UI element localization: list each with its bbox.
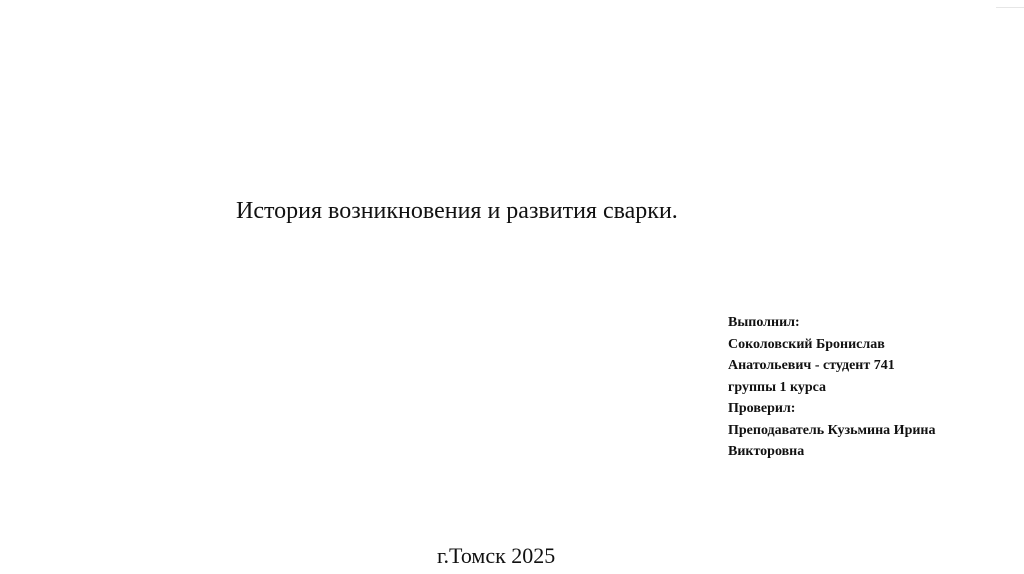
city-year: г.Томск 2025 xyxy=(437,543,556,568)
slide-title: История возникновения и развития сварки. xyxy=(236,198,678,224)
student-group-line: группы 1 курса xyxy=(728,379,827,395)
student-name-line-1: Соколовский Бронислав xyxy=(728,336,885,352)
performed-label: Выполнил: xyxy=(728,315,800,330)
teacher-name-line-2: Викторовна xyxy=(728,444,805,459)
student-name-line-2: Анатольевич - студент 741 xyxy=(728,358,895,373)
corner-divider xyxy=(996,7,1024,8)
checked-label: Проверил: xyxy=(728,401,796,416)
cut-off-header-text xyxy=(385,0,725,2)
teacher-name-line-1: Преподаватель Кузьмина Ирина xyxy=(728,422,936,438)
credits-block xyxy=(728,312,1008,463)
